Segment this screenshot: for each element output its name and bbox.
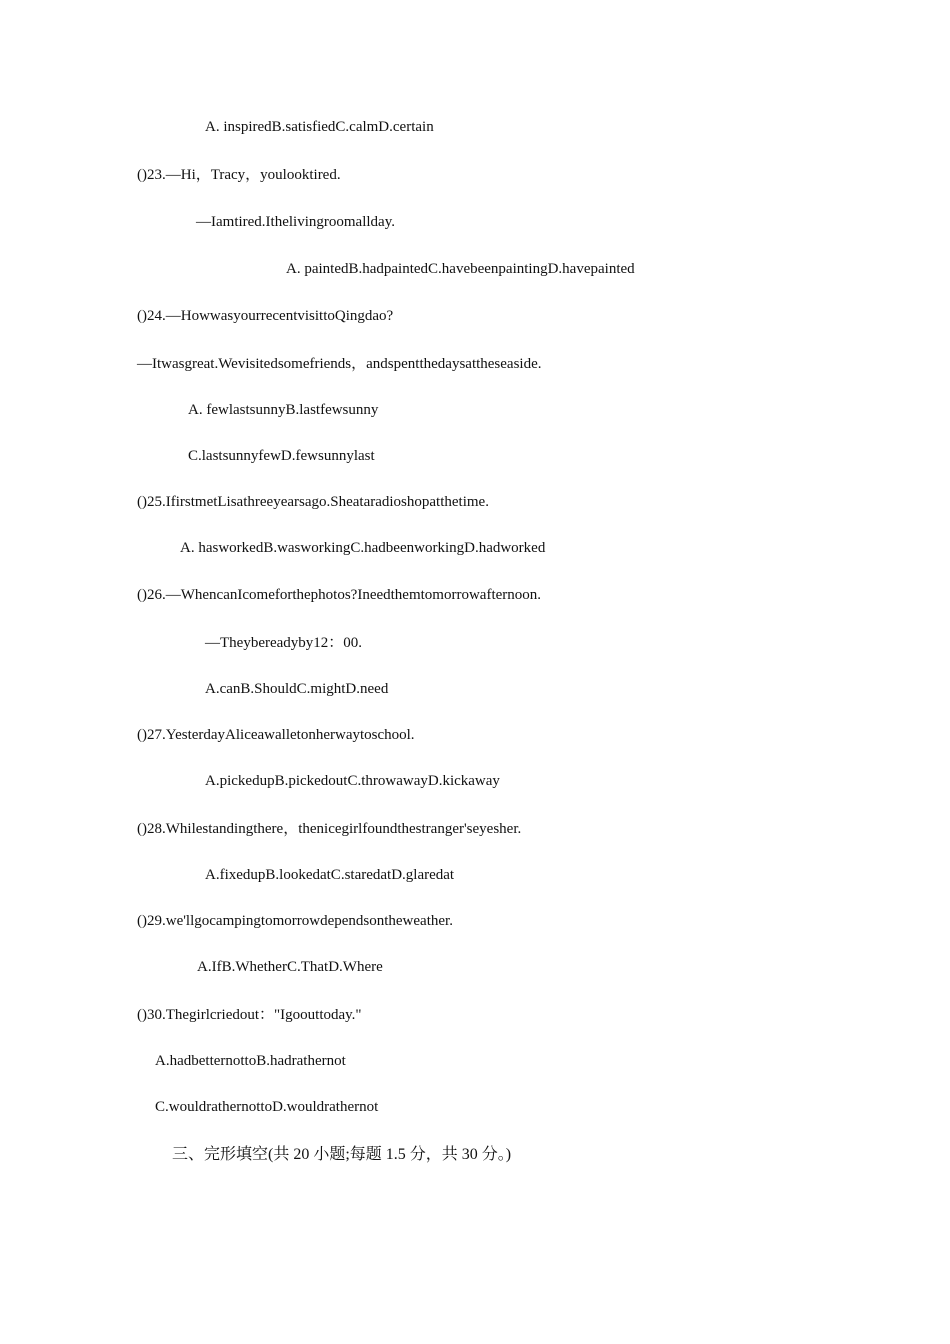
q30-question: ()30.Thegirlcriedout："Igoouttoday." (137, 1007, 362, 1023)
q23-options: A. paintedB.hadpaintedC.havebeenpaintingD.havepainted (286, 261, 635, 277)
q28-question: ()28.Whilestandingthere，thenicegirlfoundthestranger'seyesher. (137, 821, 522, 837)
q29-options: A.IfB.WhetherC.ThatD.Where (197, 959, 383, 975)
q22-options: A. inspiredB.satisfiedC.calmD.certain (205, 119, 434, 135)
q30-options-cd: C.wouldrathernottoD.wouldrathernot (155, 1099, 379, 1115)
q25-question: ()25.IfirstmetLisathreeyearsago.Sheataradioshopatthetime. (137, 494, 489, 510)
q23-question: ()23.—Hi，Tracy，youlooktired. (137, 167, 341, 183)
q27-options: A.pickedupB.pickedoutC.throwawayD.kickaway (205, 773, 500, 789)
section-heading-cloze: 三、完形填空(共 20 小题;每题 1.5 分，共 30 分。) (172, 1146, 512, 1163)
q30-options-ab: A.hadbetternottoB.hadrathernot (155, 1053, 346, 1069)
q24-options-ab: A. fewlastsunnyB.lastfewsunny (188, 402, 379, 418)
q29-question: ()29.we'llgocampingtomorrowdependsontheweather. (137, 913, 453, 929)
q25-options: A. hasworkedB.wasworkingC.hadbeenworkingD.hadworked (180, 540, 546, 556)
q27-question: ()27.YesterdayAliceawalletonherwaytoschool. (137, 727, 415, 743)
q26-response: —Theybereadyby12：00. (205, 635, 363, 651)
q24-response: —Itwasgreat.Wevisitedsomefriends，andspentthedaysattheseaside. (137, 356, 542, 372)
q28-options: A.fixedupB.lookedatC.staredatD.glaredat (205, 867, 455, 883)
q26-question: ()26.—WhencanIcomeforthephotos?Ineedthemtomorrowafternoon. (137, 587, 542, 603)
q24-question: ()24.—HowwasyourrecentvisittoQingdao? (137, 308, 394, 324)
q24-options-cd: C.lastsunnyfewD.fewsunnylast (188, 448, 375, 464)
q23-response: —Iamtired.Ithelivingroomallday. (196, 214, 395, 230)
q26-options: A.canB.ShouldC.mightD.need (205, 681, 389, 697)
